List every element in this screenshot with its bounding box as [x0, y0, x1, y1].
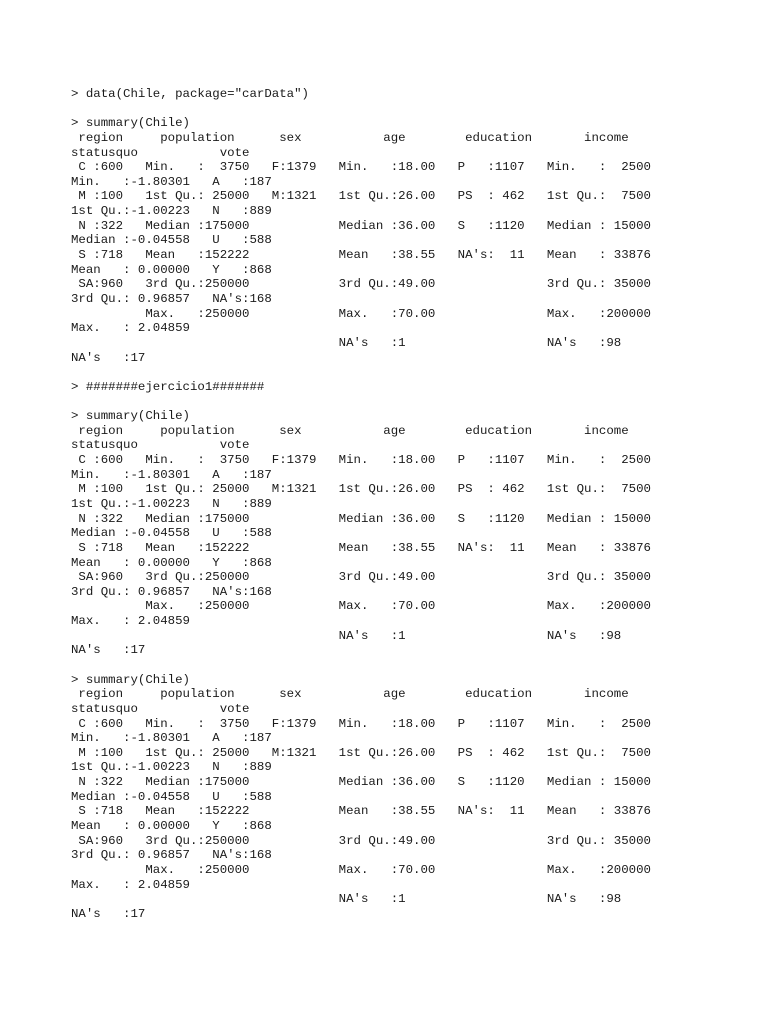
console-line: SA:960 3rd Qu.:250000 3rd Qu.:49.00 3rd Qu.: 35000	[71, 833, 651, 848]
console-line: Max. : 2.04859	[71, 614, 190, 629]
console-line: Min. :-1.80301 A :187	[71, 174, 272, 189]
blank-line	[71, 365, 651, 380]
console-line: Max. : 2.04859	[71, 321, 190, 336]
console-line: 3rd Qu.: 0.96857 NA's:168	[71, 848, 272, 863]
console-line: NA's :17	[71, 906, 146, 921]
console-line: 1st Qu.:-1.00223 N :889	[71, 760, 272, 775]
console-line: Mean : 0.00000 Y :868	[71, 819, 272, 834]
console-line: NA's :17	[71, 350, 146, 365]
console-line: region population sex age education income	[71, 130, 629, 145]
console-line: Min. :-1.80301 A :187	[71, 731, 272, 746]
console-line: Max. :250000 Max. :70.00 Max. :200000	[71, 306, 651, 321]
console-line: statusquo vote	[71, 701, 250, 716]
command-line: > summary(Chile)	[71, 409, 190, 424]
console-line: N :322 Median :175000 Median :36.00 S :1120 Median : 15000	[71, 775, 651, 790]
console-line: statusquo vote	[71, 145, 250, 160]
console-line: SA:960 3rd Qu.:250000 3rd Qu.:49.00 3rd Qu.: 35000	[71, 277, 651, 292]
blank-line	[71, 102, 651, 117]
console-line: S :718 Mean :152222 Mean :38.55 NA's: 11 Mean : 33876	[71, 540, 651, 555]
console-line: S :718 Mean :152222 Mean :38.55 NA's: 11 Mean : 33876	[71, 804, 651, 819]
console-line: NA's :1 NA's :98	[71, 628, 622, 643]
command-line: > summary(Chile)	[71, 116, 190, 131]
console-line: 1st Qu.:-1.00223 N :889	[71, 496, 272, 511]
command-line: > summary(Chile)	[71, 672, 190, 687]
console-line: M :100 1st Qu.: 25000 M:1321 1st Qu.:26.00 PS : 462 1st Qu.: 7500	[71, 189, 651, 204]
console-line: N :322 Median :175000 Median :36.00 S :1120 Median : 15000	[71, 511, 651, 526]
console-line: Mean : 0.00000 Y :868	[71, 555, 272, 570]
console-line: Median :-0.04558 U :588	[71, 526, 272, 541]
command-line: > #######ejercicio1#######	[71, 379, 265, 394]
console-line: Median :-0.04558 U :588	[71, 233, 272, 248]
blank-line	[71, 394, 651, 409]
console-line: S :718 Mean :152222 Mean :38.55 NA's: 11 Mean : 33876	[71, 248, 651, 263]
console-line: NA's :1 NA's :98	[71, 892, 622, 907]
console-line: Max. :250000 Max. :70.00 Max. :200000	[71, 862, 651, 877]
console-line: 1st Qu.:-1.00223 N :889	[71, 204, 272, 219]
console-line: Median :-0.04558 U :588	[71, 789, 272, 804]
blank-line	[71, 658, 651, 673]
console-line: C :600 Min. : 3750 F:1379 Min. :18.00 P :1107 Min. : 2500	[71, 453, 651, 468]
console-line: statusquo vote	[71, 438, 250, 453]
console-line: N :322 Median :175000 Median :36.00 S :1120 Median : 15000	[71, 218, 651, 233]
console-line: Min. :-1.80301 A :187	[71, 467, 272, 482]
console-line: region population sex age education income	[71, 423, 629, 438]
console-line: Mean : 0.00000 Y :868	[71, 262, 272, 277]
console-line: SA:960 3rd Qu.:250000 3rd Qu.:49.00 3rd Qu.: 35000	[71, 570, 651, 585]
console-line: Max. : 2.04859	[71, 877, 190, 892]
console-line: 3rd Qu.: 0.96857 NA's:168	[71, 584, 272, 599]
console-line: region population sex age education income	[71, 687, 629, 702]
console-line: Max. :250000 Max. :70.00 Max. :200000	[71, 599, 651, 614]
console-line: M :100 1st Qu.: 25000 M:1321 1st Qu.:26.00 PS : 462 1st Qu.: 7500	[71, 482, 651, 497]
console-line: M :100 1st Qu.: 25000 M:1321 1st Qu.:26.00 PS : 462 1st Qu.: 7500	[71, 745, 651, 760]
console-line: C :600 Min. : 3750 F:1379 Min. :18.00 P :1107 Min. : 2500	[71, 160, 651, 175]
command-line: > data(Chile, package="carData")	[71, 87, 309, 101]
console-line: NA's :1 NA's :98	[71, 335, 622, 350]
console-line: 3rd Qu.: 0.96857 NA's:168	[71, 291, 272, 306]
console-line: NA's :17	[71, 643, 146, 658]
r-console-output	[71, 87, 651, 922]
console-line: C :600 Min. : 3750 F:1379 Min. :18.00 P :1107 Min. : 2500	[71, 716, 651, 731]
